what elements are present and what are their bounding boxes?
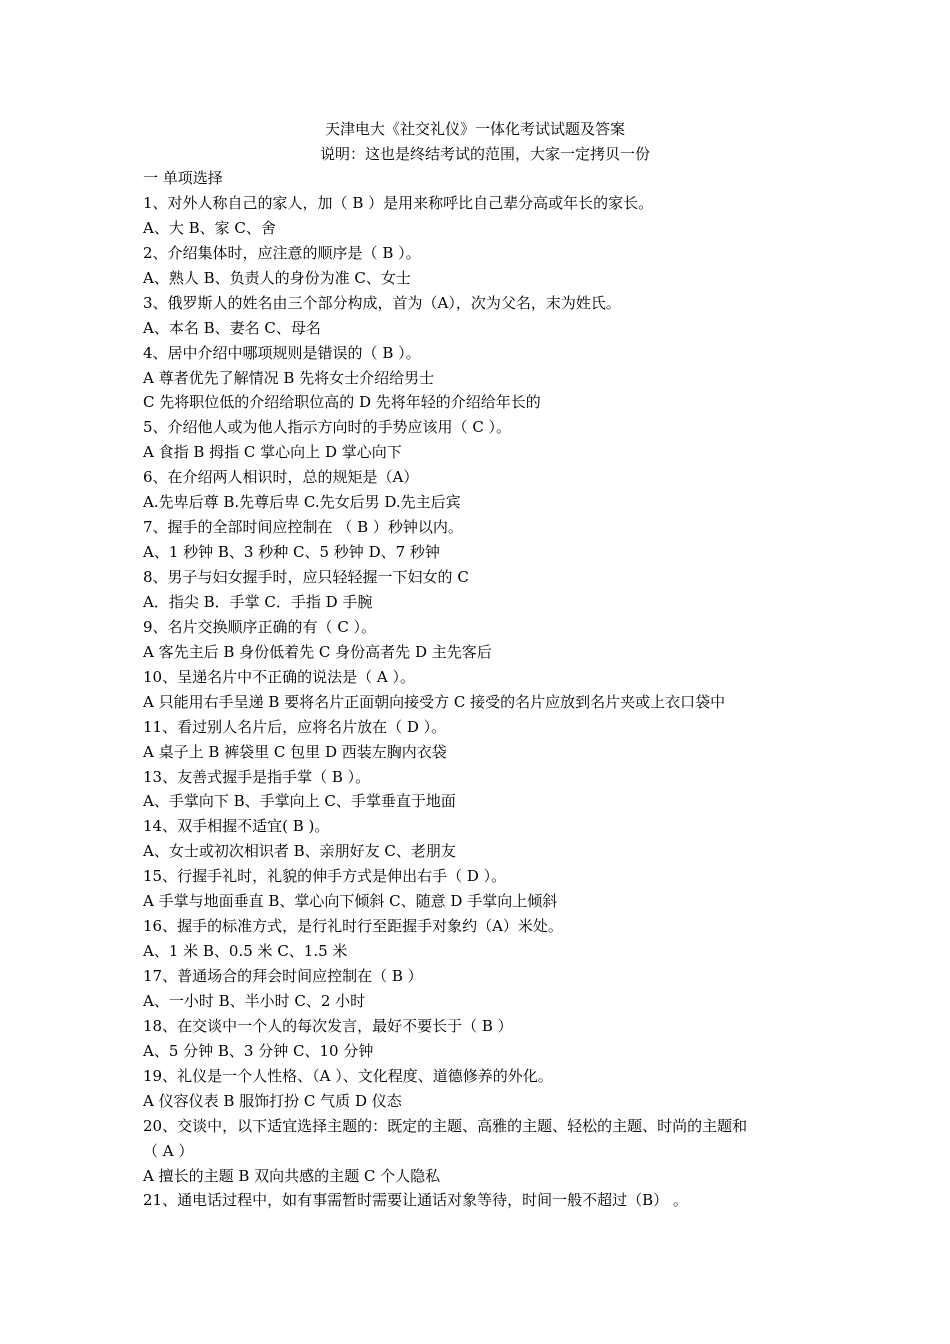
document-body: [143, 166, 823, 1213]
text-line: 4、居中介绍中哪项规则是错误的（ B ）。: [143, 343, 421, 362]
text-line: A、女士或初次相识者 B、亲朋好友 C、老朋友: [143, 842, 456, 861]
text-line: 1、对外人称自己的家人，加（ B ）是用来称呼比自己辈分高或年长的家长。: [143, 193, 654, 212]
text-line: A、本名 B、妻名 C、母名: [143, 318, 321, 337]
text-line: A、1 米 B、0.5 米 C、1.5 米: [143, 942, 348, 961]
text-line: A．指尖 B．手掌 C．手指 D 手腕: [143, 592, 373, 611]
text-line: 15、行握手礼时，礼貌的伸手方式是伸出右手（ D ）。: [143, 867, 507, 886]
text-line: A.先卑后尊 B.先尊后卑 C.先女后男 D.先主后宾: [143, 493, 461, 512]
text-line: 14、双手相握不适宜( B )。: [143, 817, 330, 836]
text-line: A 只能用右手呈递 B 要将名片正面朝向接受方 C 接受的名片应放到名片夹或上衣口袋中: [143, 692, 726, 711]
text-line: （ A ）: [143, 1141, 194, 1160]
text-line: 2、介绍集体时，应注意的顺序是（ B ）。: [143, 243, 421, 262]
text-line: A、大 B、家 C、舍: [143, 218, 276, 237]
text-line: 6、在介绍两人相识时，总的规矩是（A）: [143, 468, 419, 487]
text-line: A 手掌与地面垂直 B、掌心向下倾斜 C、随意 D 手掌向上倾斜: [143, 892, 558, 911]
document-title: 天津电大《社交礼仪》一体化考试试题及答案: [324, 120, 625, 138]
text-line: A、熟人 B、负责人的身份为准 C、女士: [143, 268, 411, 287]
text-line: 21、通电话过程中，如有事需暂时需要让通话对象等待，时间一般不超过（B） 。: [143, 1191, 688, 1210]
text-line: 5、介绍他人或为他人指示方向时的手势应该用（ C ）。: [143, 418, 512, 437]
text-line: 3、俄罗斯人的姓名由三个部分构成，首为（A），次为父名，末为姓氏。: [143, 293, 621, 312]
text-line: 10、呈递名片中不正确的说法是（ A ）。: [143, 667, 415, 686]
text-line: 18、在交谈中一个人的每次发言，最好不要长于（ B ）: [143, 1016, 513, 1035]
text-line: A、一小时 B、半小时 C、2 小时: [143, 991, 366, 1010]
text-line: A 仪容仪表 B 服饰打扮 C 气质 D 仪态: [143, 1091, 402, 1110]
section-heading: 一 单项选择: [143, 169, 223, 187]
text-line: A 尊者优先了解情况 B 先将女士介绍给男士: [143, 368, 435, 387]
text-line: A、5 分钟 B、3 分钟 C、10 分钟: [143, 1041, 374, 1060]
text-line: A、1 秒钟 B、3 秒种 C、5 秒钟 D、7 秒钟: [143, 543, 440, 562]
text-line: 16、握手的标准方式，是行礼时行至距握手对象约（A）米处。: [143, 917, 563, 936]
document-subtitle: 说明：这也是终结考试的范围，大家一定拷贝一份: [319, 145, 650, 163]
text-line: A 客先主后 B 身份低着先 C 身份高者先 D 主先客后: [143, 642, 492, 661]
text-line: 8、男子与妇女握手时，应只轻轻握一下妇女的 C: [143, 568, 469, 586]
text-line: 20、交谈中，以下适宜选择主题的：既定的主题、高雅的主题、轻松的主题、时尚的主题和: [143, 1116, 748, 1135]
text-line: 9、名片交换顺序正确的有（ C ）。: [143, 617, 377, 636]
text-line: A、手掌向下 B、手掌向上 C、手掌垂直于地面: [143, 792, 456, 811]
text-line: A 擅长的主题 B 双向共感的主题 C 个人隐私: [143, 1166, 441, 1185]
text-line: C 先将职位低的介绍给职位高的 D 先将年轻的介绍给年长的: [143, 393, 541, 412]
text-line: 13、友善式握手是指手掌（ B ）。: [143, 767, 371, 786]
text-line: A 桌子上 B 裤袋里 C 包里 D 西装左胸内衣袋: [143, 742, 447, 761]
text-line: 19、礼仪是一个人性格、（A ）、文化程度、道德修养的外化。: [143, 1066, 553, 1085]
text-line: 11、看过别人名片后，应将名片放在（ D ）。: [143, 717, 447, 736]
text-line: 17、普通场合的拜会时间应控制在（ B ）: [143, 967, 423, 985]
text-line: 7、握手的全部时间应控制在 （ B ）秒钟以内。: [143, 518, 463, 537]
text-line: A 食指 B 拇指 C 掌心向上 D 掌心向下: [143, 443, 402, 462]
